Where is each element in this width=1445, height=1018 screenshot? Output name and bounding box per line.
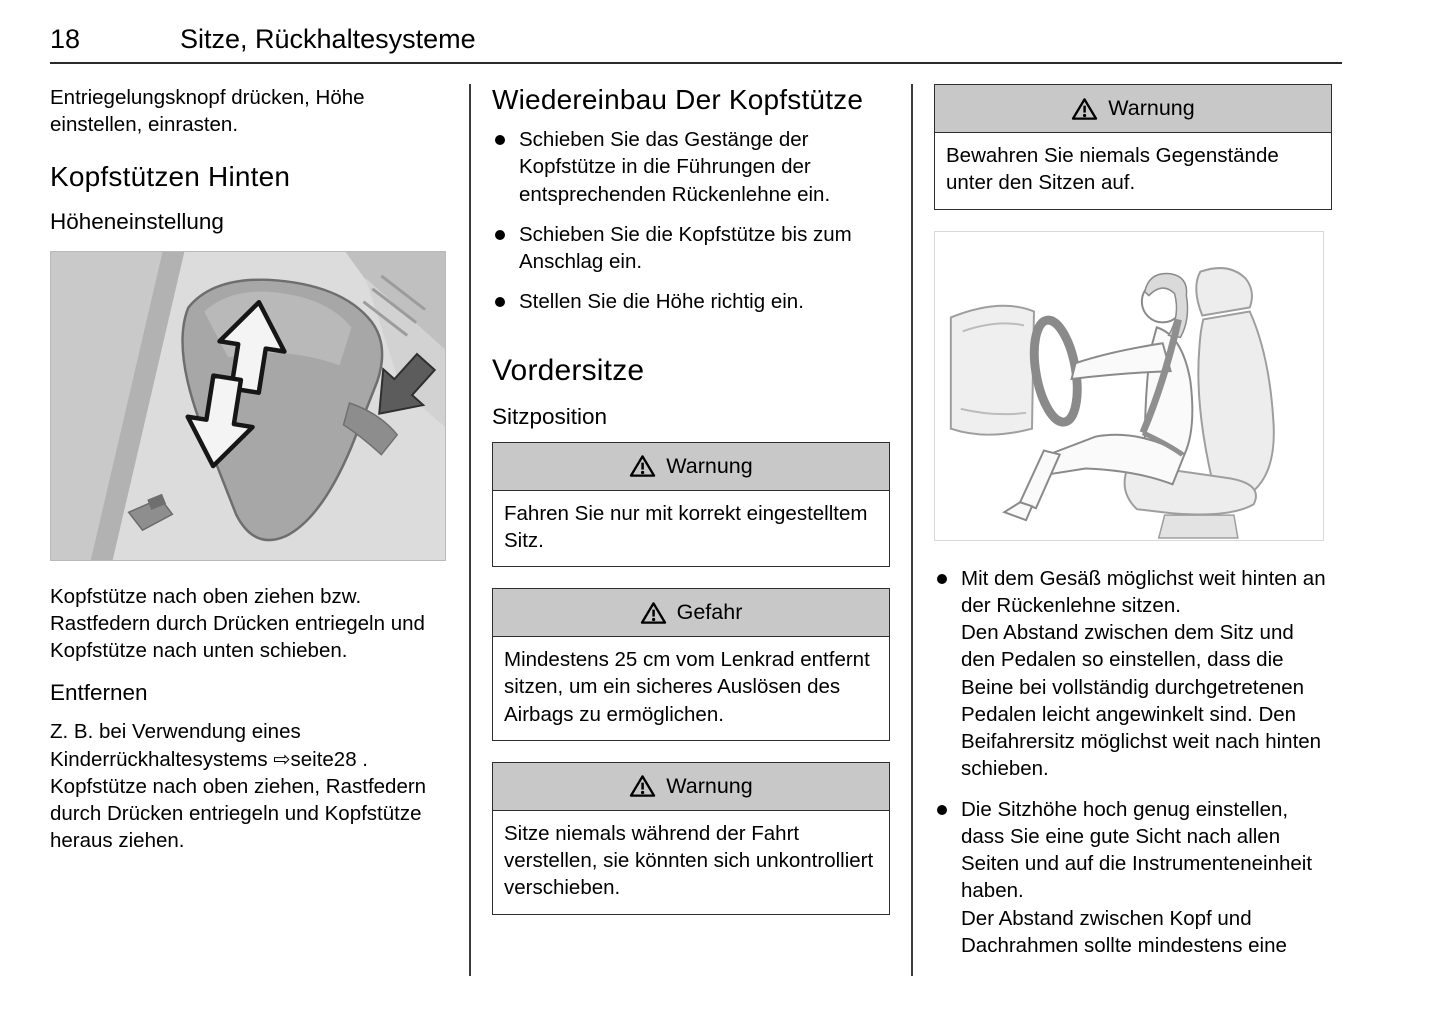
warning-box-body: Fahren Sie nur mit korrekt eingestelltem Sitz. (504, 501, 868, 552)
seating-position-list (934, 565, 1332, 960)
warning-box-header (493, 763, 889, 811)
warning-box-title: Warnung (666, 773, 753, 798)
warning-icon (629, 774, 656, 798)
heading-front-seats: Vordersitze (492, 353, 645, 387)
warning-box (934, 84, 1332, 210)
column-divider (911, 84, 913, 976)
dashboard (951, 305, 1034, 434)
list-item: Mit dem Gesäß möglichst weit hinten an der Rückenlehne sitzen. Den Abstand zwischen dem Sitz und den Pedalen so einstellen, dass die Beine bei vollständig durchgetretenen Pedalen leicht angewinkelt sind. Den Beifahrersitz möglichst weit nach hinten schieben. (934, 565, 1332, 783)
remove-paragraph-text: . Kopfstütze nach oben ziehen, Rastfedern durch Drücken entriegeln und Kopfstütze heraus ziehen. (50, 747, 427, 853)
column-right (934, 84, 1332, 976)
page-reference-link[interactable]: ⇨seite28 (273, 747, 357, 771)
page-number: 18 (50, 24, 81, 54)
list-item: Schieben Sie das Gestänge der Kopfstütze in die Führungen der entsprechenden Rückenlehne ein. (492, 126, 890, 208)
list-item: Schieben Sie die Kopfstütze bis zum Anschlag ein. (492, 221, 890, 276)
headrest-illustration-svg (51, 252, 445, 560)
list-item: Stellen Sie die Höhe richtig ein. (492, 288, 890, 315)
warning-icon (629, 454, 656, 478)
warning-icon (1071, 97, 1098, 121)
column-divider (469, 84, 471, 976)
warning-box-body: Sitze niemals während der Fahrt verstellen, sie könnten sich unkontrolliert verschieben. (504, 821, 874, 900)
page-header (50, 0, 1342, 64)
remove-paragraph-text: Z. B. bei Verwendung eines Kinderrückhaltesystems (50, 720, 301, 771)
page-content (50, 84, 1332, 976)
subheading-height-adjustment: Höheneinstellung (50, 208, 224, 234)
danger-box-body: Mindestens 25 cm vom Lenkrad entfernt sitzen, um ein sicheres Auslösen des Airbags zu ermöglichen. (504, 648, 870, 726)
list-item: Die Sitzhöhe hoch genug einstellen, dass Sie eine gute Sicht nach allen Seiten und auf die Instrumenteneinheit haben. Der Abstand zwischen Kopf und Dachrahmen sollte mindestens eine (934, 796, 1332, 960)
warning-box-title: Warnung (1108, 96, 1195, 120)
danger-box-header (493, 589, 889, 637)
column-middle (492, 84, 890, 976)
remove-paragraph (50, 718, 448, 854)
reinstall-steps-list (492, 126, 890, 316)
seating-position-illustration (934, 231, 1324, 541)
page-title: Sitze, Rückhaltesysteme (180, 24, 476, 54)
warning-box-header (935, 85, 1331, 133)
height-adjust-paragraph: Kopfstütze nach oben ziehen bzw. Rastfedern durch Drücken entriegeln und Kopfstütze nach unten schieben. (50, 584, 425, 662)
seating-position-svg (935, 232, 1323, 540)
subheading-seat-position: Sitzposition (492, 403, 608, 429)
warning-box-header (493, 443, 889, 491)
column-left (50, 84, 448, 976)
subheading-remove: Entfernen (50, 680, 148, 706)
headrest-adjustment-illustration (50, 251, 446, 561)
intro-paragraph: Entriegelungsknopf drücken, Höhe einstellen, einrasten. (50, 86, 365, 137)
danger-box (492, 588, 890, 741)
heading-rear-headrests: Kopfstützen Hinten (50, 160, 291, 192)
warning-icon (640, 601, 667, 625)
heading-headrest-reinstall: Wiedereinbau Der Kopfstütze (492, 84, 864, 115)
warning-box (492, 442, 890, 568)
warning-box (492, 762, 890, 915)
danger-box-title: Gefahr (676, 600, 743, 624)
warning-box-title: Warnung (666, 453, 753, 478)
warning-box-body: Bewahren Sie niemals Gegenstände unter den Sitzen auf. (946, 144, 1279, 195)
